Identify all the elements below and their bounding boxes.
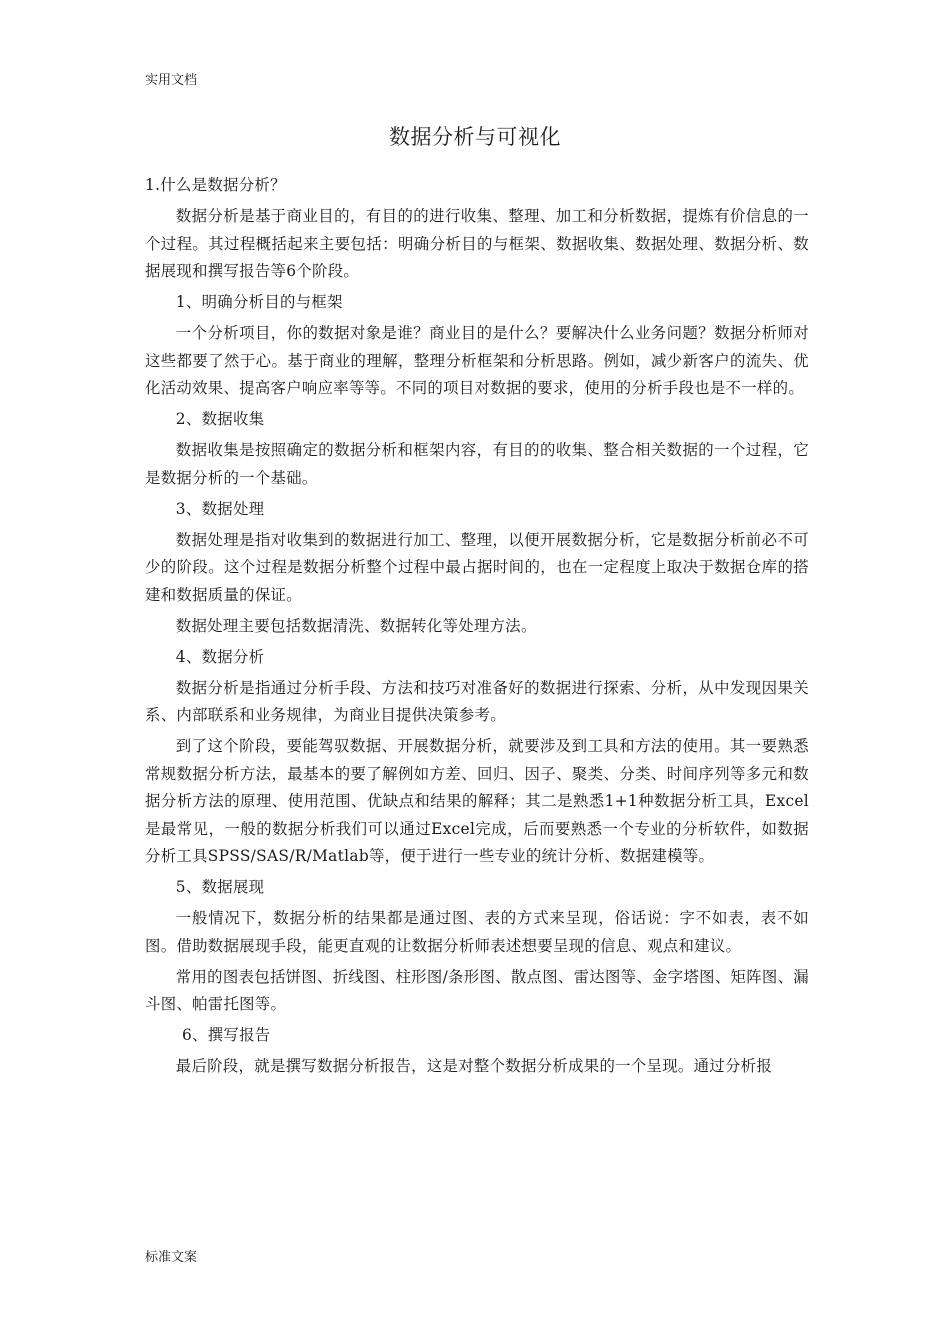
document-body [145,172,809,1084]
section-heading-1: 1、明确分析目的与框架 [175,293,343,311]
document-title: 数据分析与可视化 [389,125,561,149]
section-heading-3: 3、数据处理 [175,499,265,518]
question-heading: 1.什么是数据分析？ [145,176,286,194]
section-1-paragraph: 一个分析项目，你的数据对象是谁？商业目的是什么？要解决什么业务问题？数据分析师对这些都要了然于心。基于商业的理解，整理分析框架和分析思路。例如，减少新客户的流失、优化活动效果、提高客户响应率等等。不同的项目对数据的要求，使用的分析手段也是不一样的。 [145,324,809,397]
intro-paragraph: 数据分析是基于商业目的，有目的的进行收集、整理、加工和分析数据，提炼有价信息的一个过程。其过程概括起来主要包括：明确分析目的与框架、数据收集、数据处理、数据分析、数据展现和撰写报告等6个阶段。 [145,207,809,280]
section-3-paragraph-b: 数据处理主要包括数据清洗、数据转化等处理方法。 [175,616,537,635]
section-3-paragraph-a: 数据处理是指对收集到的数据进行加工、整理，以便开展数据分析，它是数据分析前必不可少的阶段。这个过程是数据分析整个过程中最占据时间的，也在一定程度上取决于数据仓库的搭建和数据质量的保证。 [145,530,809,604]
section-heading-6: 6、撰写报告 [181,1026,271,1044]
section-heading-4: 4、数据分析 [175,647,265,666]
section-heading-2: 2、数据收集 [175,410,265,428]
section-4-paragraph-a: 数据分析是指通过分析手段、方法和技巧对准备好的数据进行探索、分析，从中发现因果关系、内部联系和业务规律，为商业目提供决策参考。 [145,678,809,724]
section-6-paragraph: 最后阶段，就是撰写数据分析报告，这是对整个数据分析成果的一个呈现。通过分析报 [175,1057,773,1075]
section-5-paragraph-b: 常用的图表包括饼图、折线图、柱形图/条形图、散点图、雷达图等、金字塔图、矩阵图、漏斗图、帕雷托图等。 [145,967,809,1013]
page-footer-label: 标准文案 [145,1250,198,1265]
section-4-paragraph-b: 到了这个阶段，要能驾驭数据、开展数据分析，就要涉及到工具和方法的使用。其一要熟悉常规数据分析方法，最基本的要了解例如方差、回归、因子、聚类、分类、时间序列等多元和数据分析方法的原理、使用范围、优缺点和结果的解释；其二是熟悉1+1种数据分析工具，Excel是最常见，一般的数据分析我们可以通过Excel完成，后而要熟悉一个专业的分析软件，如数据分析工具SPSS/SAS/R/Matlab等，便于进行一些专业的统计分析、数据建模等。 [145,737,809,865]
section-heading-5: 5、数据展现 [175,878,265,896]
section-2-paragraph: 数据收集是按照确定的数据分析和框架内容，有目的的收集、整合相关数据的一个过程，它是数据分析的一个基础。 [145,441,809,487]
page-header-label: 实用文档 [145,73,198,88]
section-5-paragraph-a: 一般情况下，数据分析的结果都是通过图、表的方式来呈现，俗话说：字不如表，表不如图。借助数据展现手段，能更直观的让数据分析师表述想要呈现的信息、观点和建议。 [145,909,809,955]
